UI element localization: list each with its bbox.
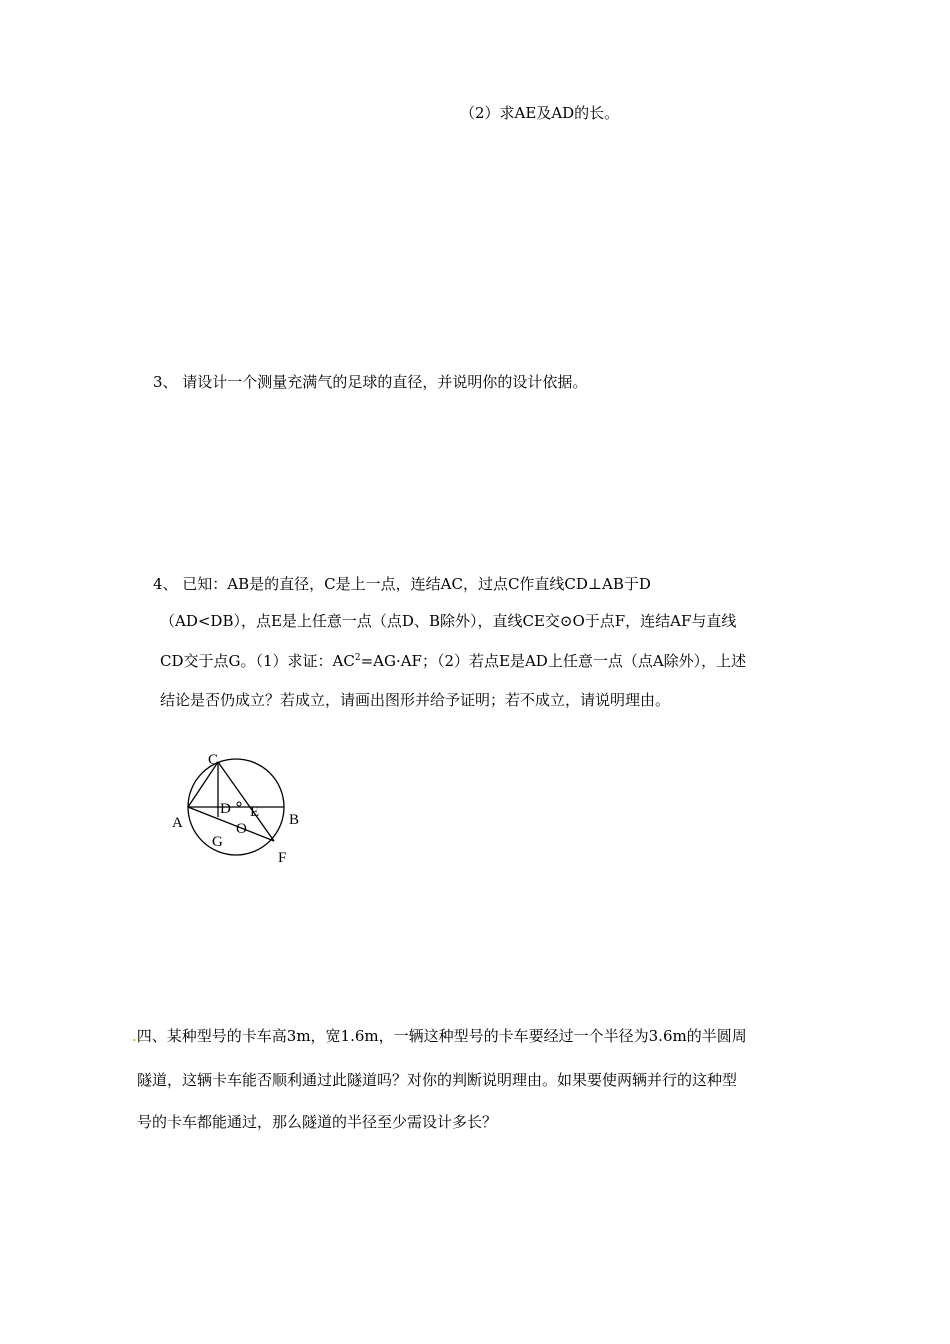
circle-geometry-figure	[160, 745, 340, 870]
question-4-line-3	[160, 651, 746, 671]
label-o: O	[236, 821, 247, 837]
label-e: E	[250, 804, 260, 820]
label-c: C	[208, 752, 219, 768]
label-g: G	[212, 834, 223, 850]
superscript-2: 2	[354, 653, 361, 663]
marker-dot: .	[132, 1027, 137, 1045]
question-four-line-1	[132, 1026, 747, 1046]
question-4-line-4: 结论是否仍成立？若成立，请画出图形并给予证明；若不成立，请说明理由。	[160, 691, 671, 709]
label-f: F	[278, 850, 287, 866]
chord-ac	[188, 762, 218, 807]
question-4-line-3-part-a: CD交于点G。（1）求证：AC	[160, 652, 355, 670]
question-4-line-1: 4、 已知：AB是的直径，C是上一点，连结AC，过点C作直线CD⊥AB于D	[153, 575, 651, 593]
label-a: A	[172, 815, 183, 831]
chord-af	[188, 807, 274, 841]
label-b: B	[289, 812, 300, 828]
question-four-line-1-text: 四、某种型号的卡车高3m，宽1.6m，一辆这种型号的卡车要经过一个半径为3.6m的半圆周	[136, 1027, 747, 1045]
question-four-line-2: 隧道，这辆卡车能否顺利通过此隧道吗？对你的判断说明理由。如果要使两辆并行的这种型	[137, 1071, 738, 1089]
question-4-line-2: （AD<DB），点E是上任意一点（点D、B除外），直线CE交⊙O于点F，连结AF与直线	[160, 612, 737, 630]
question-4-line-3-part-b: =AG·AF；（2）若点E是AD上任意一点（点A除外），上述	[360, 652, 747, 670]
question-2-subpart: （2）求AE及AD的长。	[460, 104, 620, 122]
label-d: D	[220, 801, 231, 817]
center-point-o	[237, 802, 241, 806]
question-four-line-3: 号的卡车都能通过，那么隧道的半径至少需设计多长？	[137, 1113, 498, 1131]
question-3: 3、 请设计一个测量充满气的足球的直径，并说明你的设计依据。	[153, 373, 588, 391]
